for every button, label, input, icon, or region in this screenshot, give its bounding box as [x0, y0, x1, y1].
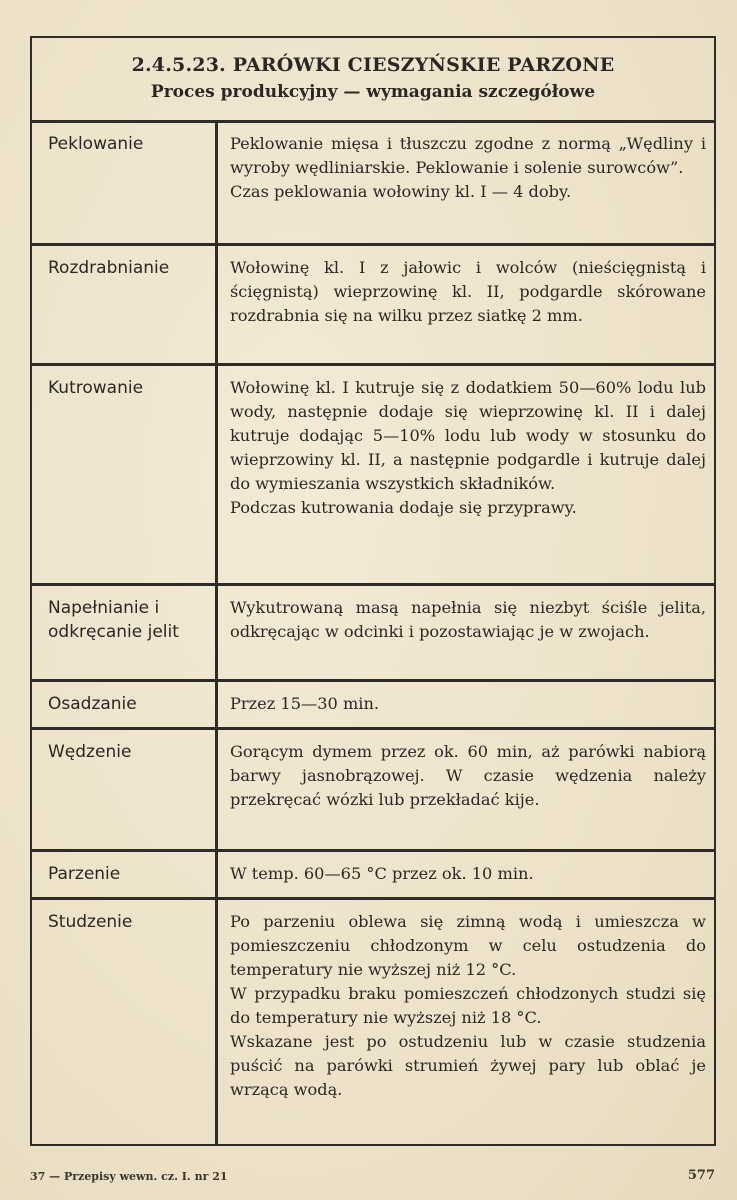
page-number: 577	[687, 1168, 715, 1183]
row-description: W temp. 60—65 °C przez ok. 10 min.	[230, 864, 534, 883]
table-row	[32, 246, 714, 366]
document-title: 2.4.5.23. PARÓWKI CIESZYŃSKIE PARZONE	[131, 54, 615, 76]
row-label: Parzenie	[48, 864, 121, 884]
row-description: Po parzeniu oblewa się zimną wodą i umieszcza w pomieszczeniu chłodzonym w celu ostudzenia do temperatury nie wyższej niż 12 °C. W przypadku braku pomieszczeń chłodzonych studzi się do temperatury nie wyższej niż 18 °C. Wskazane jest po ostudzeniu lub w czasie studzenia puścić na parówki strumień żywej pary lub oblać je wrzącą wodą.	[230, 912, 706, 1099]
table-row	[32, 366, 714, 586]
row-label: Napełnianie i odkręcanie jelit	[48, 598, 179, 642]
row-description: Wykutrowaną masą napełnia się niezbyt ściśle jelita, odkręcając w odcinki i pozostawiając je w zwojach.	[230, 598, 706, 641]
table-row	[32, 900, 714, 1144]
row-label: Osadzanie	[48, 694, 137, 714]
row-description: Przez 15—30 min.	[230, 694, 380, 713]
table-row	[32, 682, 714, 730]
row-label: Studzenie	[48, 912, 133, 932]
table-row	[32, 586, 714, 682]
document-subtitle: Proces produkcyjny — wymagania szczegółowe	[150, 82, 596, 102]
process-table	[30, 36, 716, 1146]
row-description: Wołowinę kl. I kutruje się z dodatkiem 50—60% lodu lub wody, następnie dodaje się wieprzowinę kl. II i dalej kutruje dodając 5—10% lodu lub wody w stosunku do wieprzowiny kl. II, a następnie podgardle i kutruje dalej do wymieszania wszystkich składników. Podczas kutrowania dodaje się przyprawy.	[230, 378, 706, 517]
table-header	[32, 38, 714, 123]
row-label: Kutrowanie	[48, 378, 144, 398]
row-description: Wołowinę kl. I z jałowic i wolców (nieścięgnistą i ścięgnistą) wieprzowinę kl. II, podgardle skórowane rozdrabnia się na wilku przez siatkę 2 mm.	[230, 258, 706, 325]
row-description: Gorącym dymem przez ok. 60 min, aż parówki nabiorą barwy jasnobrązowej. W czasie wędzenia należy przekręcać wózki lub przekładać kije.	[230, 742, 706, 809]
table-row	[32, 730, 714, 852]
footer-reference: 37 — Przepisy wewn. cz. I. nr 21	[30, 1170, 228, 1183]
table-row	[32, 852, 714, 900]
row-label: Wędzenie	[48, 742, 132, 762]
row-label: Rozdrabnianie	[48, 258, 170, 278]
row-label: Peklowanie	[48, 134, 144, 154]
row-description: Peklowanie mięsa i tłuszczu zgodne z normą „Wędliny i wyroby wędliniarskie. Peklowanie i solenie surowców”. Czas peklowania wołowiny kl. I — 4 doby.	[230, 134, 706, 201]
table-row	[32, 122, 714, 246]
